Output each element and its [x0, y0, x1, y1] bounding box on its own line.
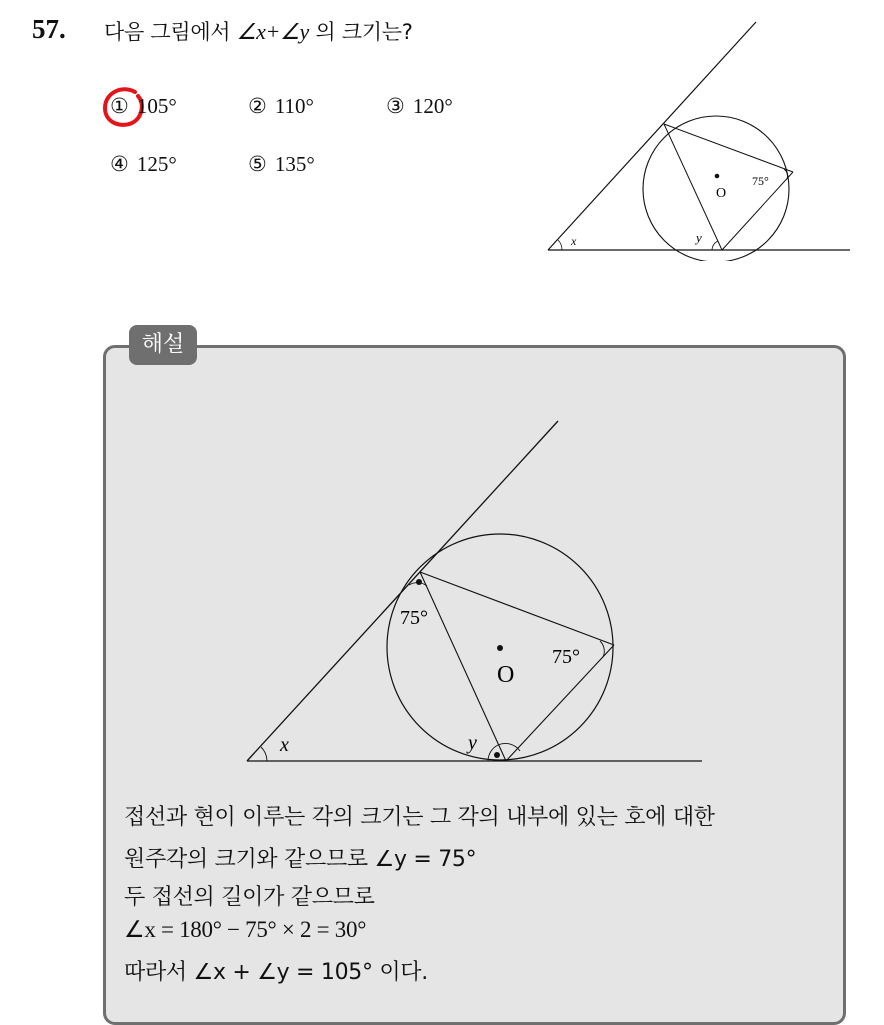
solution-line-3: 두 접선의 길이가 같으므로 [124, 885, 375, 910]
solution-angle-label-right: 75° [552, 646, 580, 668]
center-point [715, 174, 720, 179]
solution-badge: 해설 [129, 325, 197, 365]
chord-top [664, 124, 793, 172]
angle-label-y: y [696, 230, 702, 245]
choice-4[interactable] [110, 152, 177, 177]
question-text-after: 의 크기는? [309, 20, 413, 44]
choice-4-value: 125° [136, 152, 177, 176]
solution-line-2: 원주각의 크기와 같으므로 ∠y = 75° [124, 847, 477, 872]
chord-left [664, 124, 722, 250]
choice-2[interactable] [248, 94, 314, 119]
question-expression: ∠x+∠y [236, 19, 309, 44]
angle-label-75: 75° [752, 174, 769, 188]
solution-angle-arc-x [261, 747, 267, 761]
choice-1-number: ① [110, 94, 129, 118]
choice-5-number: ⑤ [248, 152, 267, 176]
solution-line-4: ∠x = 180° − 75° × 2 = 30° [124, 917, 367, 942]
choice-3-value: 120° [412, 94, 453, 118]
solution-chord-top [420, 572, 614, 645]
question-text-before: 다음 그림에서 [104, 20, 237, 44]
question-figure [540, 16, 860, 261]
choice-1-value: 105° [136, 94, 177, 118]
question-text [104, 16, 413, 46]
solution-line-5: 따라서 ∠x + ∠y = 105° 이다. [124, 960, 428, 985]
choice-2-number: ② [248, 94, 267, 118]
choice-3[interactable] [386, 94, 453, 119]
solution-angle-label-y: y [468, 732, 477, 754]
angle-arc-x [558, 240, 562, 250]
solution-angle-label-top: 75° [400, 607, 428, 629]
solution-line-1: 접선과 현이 이루는 각의 크기는 그 각의 내부에 있는 호에 대한 [124, 805, 715, 830]
solution-figure [240, 415, 710, 775]
choice-4-number: ④ [110, 152, 129, 176]
tangent-line-upper [548, 22, 756, 250]
angle-label-x: x [571, 234, 577, 248]
solution-angle-label-x: x [280, 734, 289, 756]
choice-5-value: 135° [274, 152, 315, 176]
angle-arc-y [712, 241, 718, 250]
question-number: 57. [32, 14, 66, 44]
choice-3-number: ③ [386, 94, 405, 118]
choice-2-value: 110° [274, 94, 314, 118]
solution-center-label: O [497, 662, 515, 688]
choice-1[interactable] [110, 94, 177, 119]
solution-angle-arc-right [600, 641, 604, 657]
choice-5[interactable] [248, 152, 315, 177]
center-label: O [716, 186, 727, 201]
solution-chord-left [420, 572, 506, 761]
solution-angle-dot-bottom [494, 752, 500, 758]
solution-center-point [497, 645, 503, 651]
solution-angle-dot-top [416, 579, 422, 585]
